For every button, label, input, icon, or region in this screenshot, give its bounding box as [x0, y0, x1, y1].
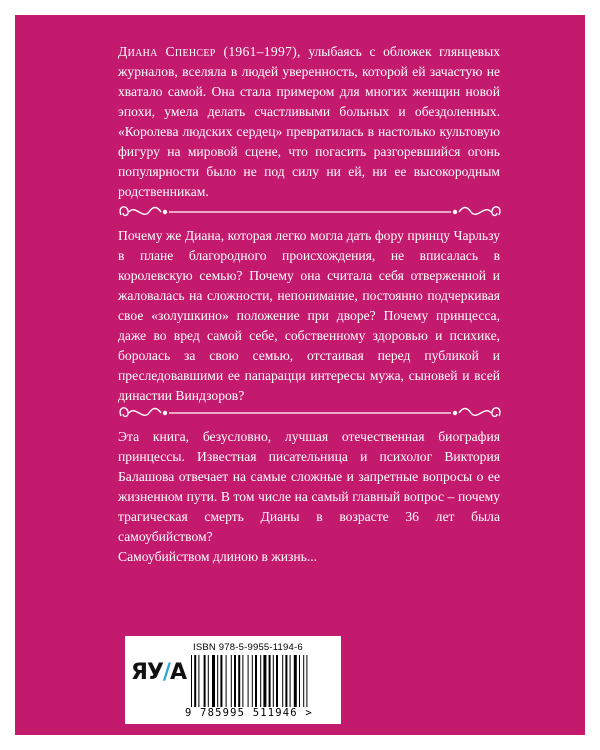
barcode-icon: [191, 655, 333, 707]
barcode-digits: 9 785995 511946 >: [185, 707, 313, 719]
closing-line: Самоубийством длиною в жизнь...: [118, 549, 318, 564]
divider-ornament: [115, 200, 505, 224]
isbn-text: ISBN 978-5-9955-1194-6: [193, 642, 303, 653]
description-paragraph-1: [118, 42, 500, 202]
back-cover: [15, 15, 585, 735]
publisher-logo-text: ЯУ: [131, 660, 163, 685]
publisher-logo-text-end: А: [169, 660, 186, 685]
paragraph-1-body: улыбаясь с обложек глянцевых журналов, вселяла в людей уверенность, которой ей зачастую не хватало самой. Она стала примером для многих женщин новой эпохи, умела делать счастливыми больных и обездоленных. «Королева людских сердец» превратилась в настолько культовую фигуру на мировой сцене, что погасить разгоревшийся огонь популярности было не под силу ни ей, ни ее высокородным родственникам.: [118, 44, 501, 199]
divider-ornament: [115, 401, 505, 425]
lead-name: Диана Спенсер (1961–1997),: [118, 44, 301, 59]
publisher-logo: [131, 660, 186, 685]
logo-slash-icon: /: [162, 660, 170, 685]
description-paragraph-2: Почему же Диана, которая легко могла дать фору принцу Чарльзу в плане благородного происхождения, не вписалась в королевскую семью? Почему она считала себя отверженной и жаловалась на сложности, непонимание, постоянно подчеркивая свое «золушкино» положение при дворе? Почему принцесса, даже во вред самой себе, собственному здоровью и психике, боролась за свою семью, отстаивая перед публикой и преследовавшими ее папарацци интересы мужа, сыновей и всей династии Виндзоров?: [118, 228, 500, 403]
barcode-label: [125, 636, 341, 724]
description-paragraph-3: Эта книга, безусловно, лучшая отечественная биография принцессы. Известная писательница и психолог Виктория Балашова отвечает на самые сложные и запретные вопросы о ее жизненном пути. В том числе на самый главный вопрос – почему трагическая смерть Дианы в возрасте 36 лет была самоубийством?: [118, 429, 500, 544]
